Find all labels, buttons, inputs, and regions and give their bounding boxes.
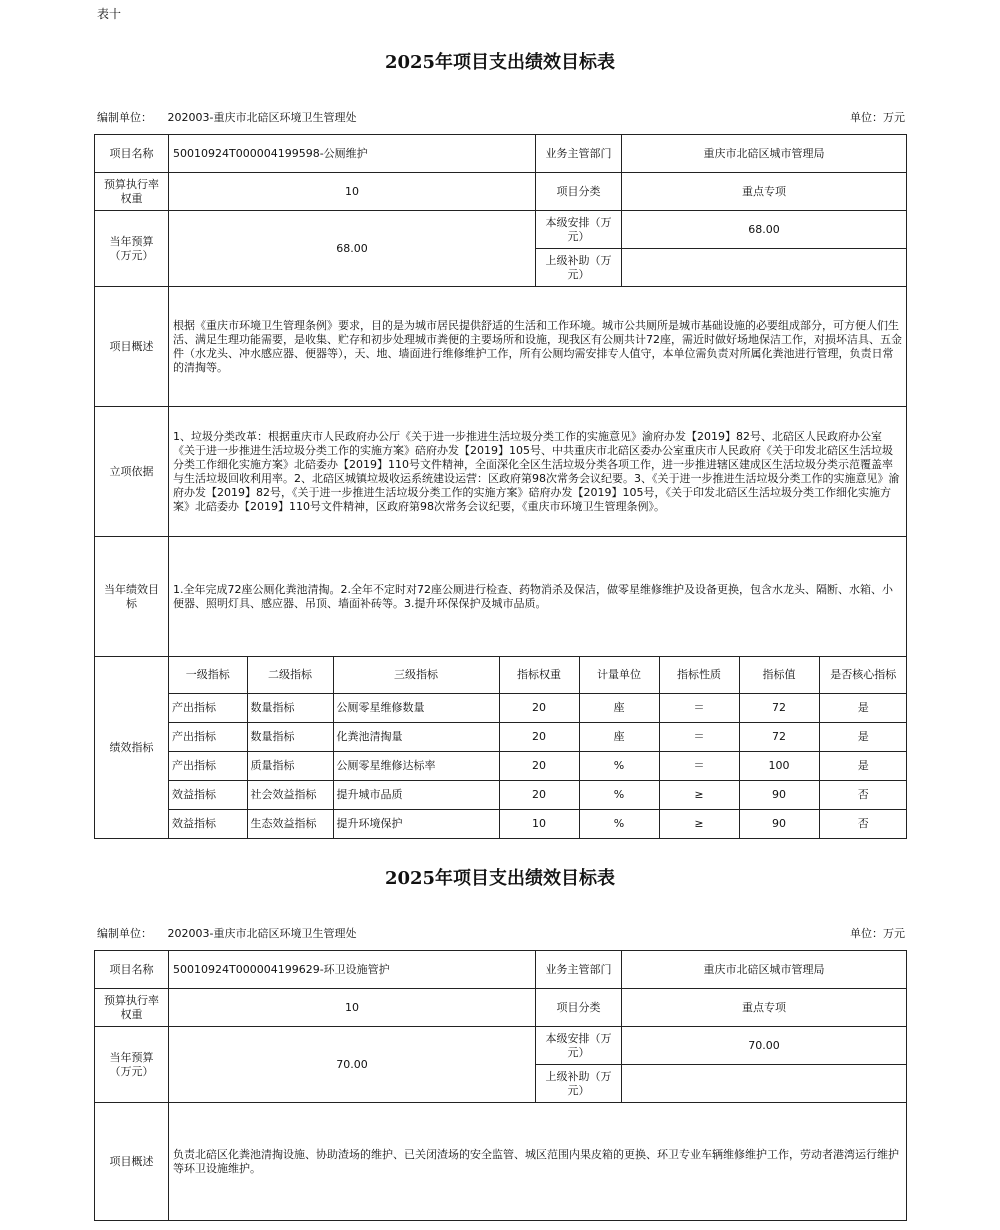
label-goal: 当年绩效目标 xyxy=(95,537,169,657)
indicator-value: 90 xyxy=(739,780,819,809)
form2-currency: 单位：万元 xyxy=(850,927,905,940)
indicator-value: 72 xyxy=(739,722,819,751)
form1-weight: 10 xyxy=(169,173,536,211)
label-project-name: 项目名称 xyxy=(95,135,169,173)
form1-category: 重点专项 xyxy=(622,173,907,211)
indicator-weight: 20 xyxy=(499,751,579,780)
label-budget: 当年预算（万元） xyxy=(95,211,169,287)
indicator-unit: % xyxy=(579,809,659,838)
label-overview: 项目概述 xyxy=(95,287,169,407)
indicator-level1: 效益指标 xyxy=(169,780,247,809)
form2-meta xyxy=(97,925,905,941)
indicator-header: 指标权重 xyxy=(499,657,579,693)
form2-unit-prefix: 编制单位： xyxy=(97,927,152,940)
indicator-header: 指标值 xyxy=(739,657,819,693)
indicator-value: 72 xyxy=(739,693,819,722)
label-weight: 预算执行率权重 xyxy=(95,989,169,1027)
indicator-nature: ＝ xyxy=(659,722,739,751)
indicator-level2: 生态效益指标 xyxy=(247,809,333,838)
indicator-core: 是 xyxy=(819,751,907,780)
indicator-nature: ＝ xyxy=(659,693,739,722)
label-weight: 预算执行率权重 xyxy=(95,173,169,211)
label-dept: 业务主管部门 xyxy=(536,951,622,989)
form1-title: 2025年项目支出绩效目标表 xyxy=(384,52,616,73)
label-overview: 项目概述 xyxy=(95,1103,169,1221)
indicator-level3: 化粪池清掏量 xyxy=(333,722,499,751)
label-project-name: 项目名称 xyxy=(95,951,169,989)
form2-weight: 10 xyxy=(169,989,536,1027)
indicator-nature: ≥ xyxy=(659,809,739,838)
form1-indicator-cell xyxy=(169,657,907,839)
indicator-level2: 质量指标 xyxy=(247,751,333,780)
form2-upper xyxy=(622,1065,907,1103)
indicator-level1: 产出指标 xyxy=(169,722,247,751)
table-row xyxy=(169,780,907,809)
indicator-unit: 座 xyxy=(579,722,659,751)
indicator-level1: 产出指标 xyxy=(169,751,247,780)
indicator-level3: 公厕零星维修数量 xyxy=(333,693,499,722)
form1-budget: 68.00 xyxy=(169,211,536,287)
indicator-core: 否 xyxy=(819,809,907,838)
form1-project-name: 50010924T000004199598-公厕维护 xyxy=(169,135,536,173)
indicator-header: 二级指标 xyxy=(247,657,333,693)
form2-title: 2025年项目支出绩效目标表 xyxy=(384,868,616,889)
label-upper: 上级补助（万元） xyxy=(536,249,622,287)
label-local: 本级安排（万元） xyxy=(536,1027,622,1065)
indicator-header: 计量单位 xyxy=(579,657,659,693)
form1-table xyxy=(94,134,907,839)
form1-unit-prefix: 编制单位： xyxy=(97,111,152,124)
indicator-core: 是 xyxy=(819,693,907,722)
indicator-unit: % xyxy=(579,751,659,780)
indicator-weight: 20 xyxy=(499,693,579,722)
indicator-weight: 10 xyxy=(499,809,579,838)
indicator-level1: 产出指标 xyxy=(169,693,247,722)
indicator-level2: 社会效益指标 xyxy=(247,780,333,809)
form1-upper xyxy=(622,249,907,287)
indicator-level3: 公厕零星维修达标率 xyxy=(333,751,499,780)
indicator-header: 是否核心指标 xyxy=(819,657,907,693)
indicator-table xyxy=(169,657,907,838)
table-number-label: 表十 xyxy=(97,7,122,21)
label-basis: 立项依据 xyxy=(95,407,169,537)
form1-basis: 1、垃圾分类改革：根据重庆市人民政府办公厅《关于进一步推进生活垃圾分类工作的实施意见》渝府办发【2019】82号、北碚区人民政府办公室《关于进一步推进生活垃圾分类工作的实施方案》碚府办发【2019】105号、中共重庆市北碚区委办公室重庆市人民政府《关于印发北碚区生活垃圾分类工作细化实施方案》北碚委办【2019】110号文件精神，全面深化全区生活垃圾分类各项工作，进一步推进辖区建成区生活垃圾分类示范覆盖率与生活垃圾回收利用率。2、北碚区城镇垃圾收运系统建设运营：区政府第98次常务会议纪要。3、《关于进一步推进生活垃圾分类工作的实施意见》渝府办发【2019】82号，《关于进一步推进生活垃圾分类工作的实施方案》碚府办发【2019】105号，《关于印发北碚区生活垃圾分类工作细化实施方案》北碚委办【2019】110号文件精神，区政府第98次常务会议纪要，《重庆市环境卫生管理条例》。 xyxy=(169,407,907,537)
form2-budget: 70.00 xyxy=(169,1027,536,1103)
indicator-level1: 效益指标 xyxy=(169,809,247,838)
table-row xyxy=(169,809,907,838)
form2-category: 重点专项 xyxy=(622,989,907,1027)
indicator-value: 90 xyxy=(739,809,819,838)
indicator-value: 100 xyxy=(739,751,819,780)
indicator-level2: 数量指标 xyxy=(247,722,333,751)
form1-overview: 根据《重庆市环境卫生管理条例》要求，目的是为城市居民提供舒适的生活和工作环境。城市公共厕所是城市基础设施的必要组成部分，可方便人们生活、满足生理功能需要，是收集、贮存和初步处理城市粪便的主要场所和设施，现我区有公厕共计72座，需近时做好场地保洁工作，对损坏洁具、五金件（水龙头、冲水感应器、便器等），天、地、墙面进行维修维护工作，所有公厕均需安排专人值守，本单位需负责对所属化粪池进行管理，负责日常的清掏等。 xyxy=(169,287,907,407)
indicator-header: 三级指标 xyxy=(333,657,499,693)
form1-currency: 单位：万元 xyxy=(850,111,905,124)
indicator-nature: ≥ xyxy=(659,780,739,809)
form2-dept: 重庆市北碚区城市管理局 xyxy=(622,951,907,989)
label-budget: 当年预算（万元） xyxy=(95,1027,169,1103)
form2-local: 70.00 xyxy=(622,1027,907,1065)
indicator-weight: 20 xyxy=(499,780,579,809)
label-upper: 上级补助（万元） xyxy=(536,1065,622,1103)
indicator-nature: ＝ xyxy=(659,751,739,780)
label-category: 项目分类 xyxy=(536,989,622,1027)
label-dept: 业务主管部门 xyxy=(536,135,622,173)
table-row xyxy=(169,751,907,780)
table-row xyxy=(169,722,907,751)
form1-local: 68.00 xyxy=(622,211,907,249)
indicator-core: 是 xyxy=(819,722,907,751)
table-row xyxy=(169,693,907,722)
indicator-core: 否 xyxy=(819,780,907,809)
label-perf: 绩效指标 xyxy=(95,657,169,839)
indicator-unit: % xyxy=(579,780,659,809)
form2-unit-name: 202003-重庆市北碚区环境卫生管理处 xyxy=(167,927,357,940)
indicator-level3: 提升城市品质 xyxy=(333,780,499,809)
form1-goal: 1.全年完成72座公厕化粪池清掏。2.全年不定时对72座公厕进行检查、药物消杀及保洁，做零星维修维护及设备更换，包含水龙头、隔断、水箱、小便器、照明灯具、感应器、吊顶、墙面补砖等。3.提升环保保护及城市品质。 xyxy=(169,537,907,657)
form1-unit-name: 202003-重庆市北碚区环境卫生管理处 xyxy=(167,111,357,124)
indicator-weight: 20 xyxy=(499,722,579,751)
indicator-header: 指标性质 xyxy=(659,657,739,693)
form1-meta xyxy=(97,109,905,125)
form1-dept: 重庆市北碚区城市管理局 xyxy=(622,135,907,173)
form2-overview: 负责北碚区化粪池清掏设施、协助渣场的维护、已关闭渣场的安全监管、城区范围内果皮箱的更换、环卫专业车辆维修维护工作，劳动者港湾运行维护等环卫设施维护。 xyxy=(169,1103,907,1221)
indicator-level3: 提升环境保护 xyxy=(333,809,499,838)
form2-table xyxy=(94,950,907,1221)
indicator-unit: 座 xyxy=(579,693,659,722)
label-category: 项目分类 xyxy=(536,173,622,211)
form2-project-name: 50010924T000004199629-环卫设施管护 xyxy=(169,951,536,989)
indicator-header: 一级指标 xyxy=(169,657,247,693)
indicator-level2: 数量指标 xyxy=(247,693,333,722)
label-local: 本级安排（万元） xyxy=(536,211,622,249)
